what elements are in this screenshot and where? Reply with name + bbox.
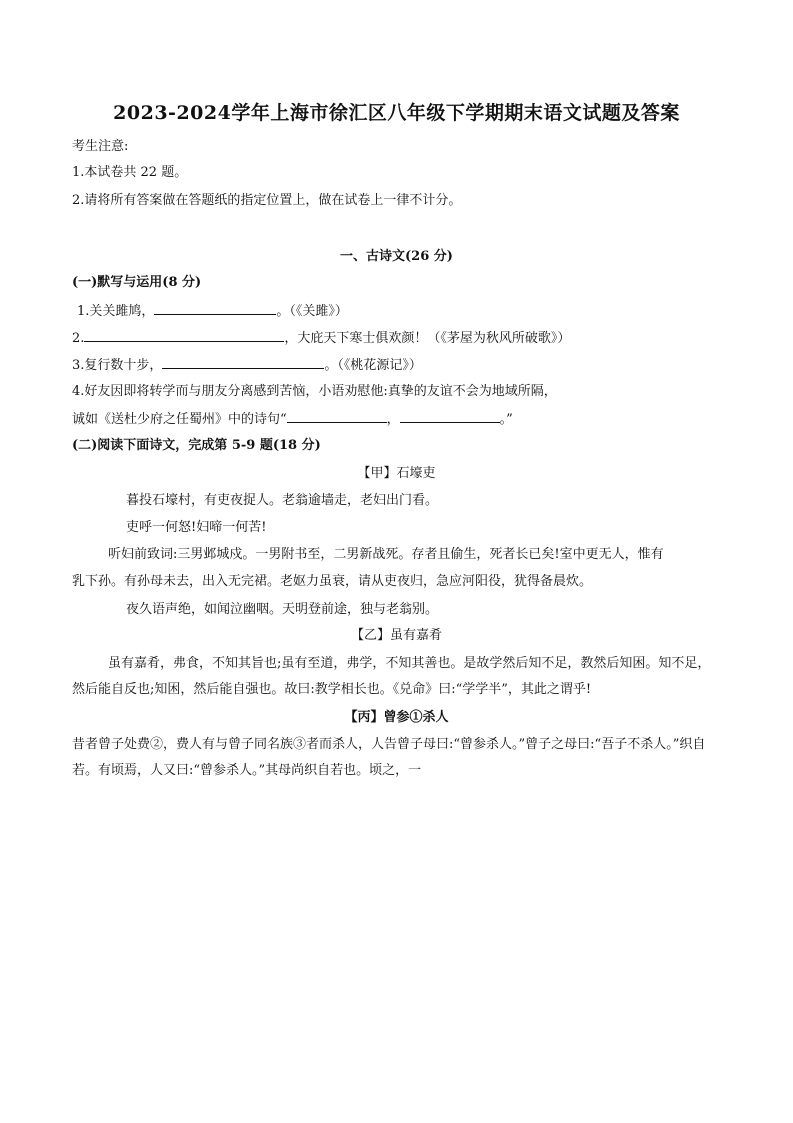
part-heading-1: (一)默写与运用(8 分) (72, 275, 202, 290)
passage-jia-line-3a: 听妇前致词:三男邺城戍。一男附书至，二男新战死。存者且偷生，死者长已矣!室中更无人，惟有 (108, 547, 664, 562)
question-2 (72, 329, 570, 348)
passage-bing-text: 昔者曾子处费②，费人有与曾子同名族③者而杀人，人告曾子母曰:“曾参杀人。”曾子之母曰:“吾子不杀人。”织自若。有顷焉，人又曰:“曾参杀人。”其母尚织自若也。顷之，一 (72, 737, 706, 778)
q4-mid: ， (386, 412, 400, 427)
q2-prefix: 2. (72, 331, 85, 346)
notice-heading: 考生注意: (72, 139, 129, 154)
q3-prefix: 3.复行数十步， (72, 358, 163, 373)
passage-jia-line-1: 暮投石壕村，有吏夜捉人。老翁逾墙走，老妇出门看。 (126, 493, 439, 508)
passage-jia-line-2: 吏呼一何怒!妇啼一何苦! (126, 520, 267, 535)
passage-yi-title: 【乙】虽有嘉肴 (350, 628, 442, 643)
passage-bing-title: 【丙】曾参①杀人 (344, 710, 449, 725)
passage-jia-line-4: 夜久语声绝，如闻泣幽咽。天明登前途，独与老翁别。 (126, 602, 439, 617)
part-heading-2: (二)阅读下面诗文，完成第 5-9 题(18 分) (72, 438, 321, 453)
page-title: 2023-2024学年上海市徐汇区八年级下学期期末语文试题及答案 (113, 102, 680, 124)
passage-jia-title: 【甲】石壕吏 (357, 466, 436, 481)
answer-blank-1[interactable] (154, 302, 276, 315)
passage-yi-text: 虽有嘉肴，弗食，不知其旨也;虽有至道，弗学，不知其善也。是故学然后知不足，教然后知困。知不足，然后能自反也;知困，然后能自强也。故曰:教学相长也。《兑命》曰:“学学半”，其此之谓乎! (72, 656, 711, 697)
passage-jia-line-3b: 乳下孙。有孙母未去，出入无完裙。老妪力虽衰，请从吏夜归，急应河阳役，犹得备晨炊。 (72, 574, 593, 589)
notice-item-1: 1.本试卷共 22 题。 (72, 165, 188, 180)
answer-blank-2[interactable] (84, 329, 284, 342)
question-4-line-2 (72, 410, 513, 429)
answer-blank-4a[interactable] (287, 410, 387, 423)
question-1 (77, 302, 348, 321)
question-3 (72, 356, 422, 375)
q2-suffix: ，大庇天下寒士俱欢颜！（《茅屋为秋风所破歌》） (284, 331, 571, 346)
q4-prefix: 诚如《送杜少府之任蜀州》中的诗句“ (72, 412, 287, 427)
answer-blank-4b[interactable] (400, 410, 500, 423)
q4-suffix: 。” (499, 412, 513, 427)
answer-blank-3[interactable] (162, 356, 324, 369)
q3-suffix: 。（《桃花源记》） (324, 358, 422, 373)
q1-suffix: 。（《关雎》） (276, 304, 348, 319)
notice-item-2: 2.请将所有答案做在答题纸的指定位置上，做在试卷上一律不计分。 (72, 193, 462, 208)
q1-prefix: 1.关关雎鸠， (77, 304, 155, 319)
section-heading-1: 一、古诗文(26 分) (340, 249, 453, 264)
passage-bing (72, 732, 722, 784)
question-4-line-1: 4.好友因即将转学而与朋友分离感到苦恼，小语劝慰他:真挚的友谊不会为地域所隔， (72, 384, 557, 399)
passage-yi (72, 651, 722, 703)
